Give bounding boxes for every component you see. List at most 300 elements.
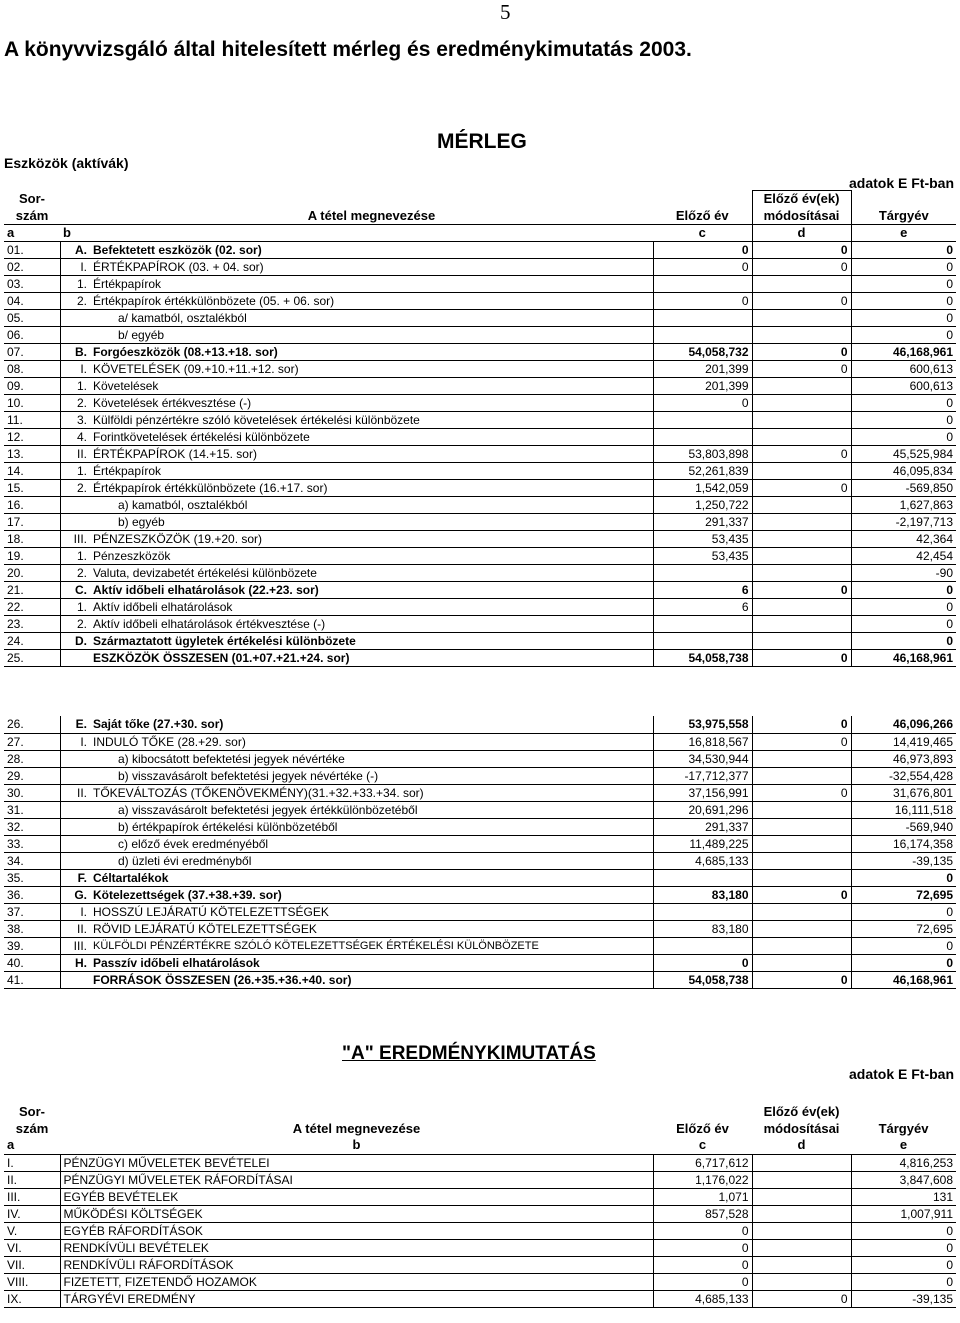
row-modifications bbox=[752, 497, 851, 514]
row-modifications bbox=[752, 412, 851, 429]
row-modifications: 0 bbox=[752, 361, 851, 378]
table-row bbox=[4, 852, 956, 869]
row-modifications bbox=[752, 954, 851, 971]
row-number: 19. bbox=[4, 548, 60, 565]
row-current-year: 0 bbox=[851, 395, 956, 412]
row-number: 15. bbox=[4, 480, 60, 497]
row-name: ÉRTÉKPAPÍROK (03. + 04. sor) bbox=[90, 259, 653, 276]
row-prev-year bbox=[653, 310, 752, 327]
header-name: A tétel megnevezése bbox=[307, 207, 436, 223]
row-name: MŰKÖDÉSI KÖLTSÉGEK bbox=[60, 1205, 653, 1222]
row-current-year: 0 bbox=[851, 412, 956, 429]
row-code bbox=[60, 310, 90, 327]
row-name: b) értékpapírok értékelési különbözetéből bbox=[90, 818, 653, 835]
row-number: 26. bbox=[4, 716, 60, 733]
table-row bbox=[4, 750, 956, 767]
row-name: a/ kamatból, osztalékból bbox=[90, 310, 653, 327]
row-code: 1. bbox=[60, 548, 90, 565]
row-number: 03. bbox=[4, 276, 60, 293]
row-number: 14. bbox=[4, 463, 60, 480]
row-number: 07. bbox=[4, 344, 60, 361]
income-statement-table bbox=[4, 1103, 956, 1308]
document-title: A könyvvizsgáló által hitelesített mérleg és eredménykimutatás 2003. bbox=[4, 38, 692, 61]
row-current-year: 45,525,984 bbox=[851, 446, 956, 463]
row-current-year: 0 bbox=[851, 937, 956, 954]
row-current-year: 0 bbox=[851, 1239, 956, 1256]
balance-sheet-liabilities-table bbox=[4, 716, 956, 989]
row-prev-year: 291,337 bbox=[653, 818, 752, 835]
row-name: Értékpapírok bbox=[90, 276, 653, 293]
row-current-year: 46,168,961 bbox=[851, 344, 956, 361]
row-current-year: 42,454 bbox=[851, 548, 956, 565]
row-prev-year bbox=[653, 903, 752, 920]
row-code: II. bbox=[60, 446, 90, 463]
row-current-year: 46,096,266 bbox=[851, 716, 956, 733]
row-prev-year: 52,261,839 bbox=[653, 463, 752, 480]
row-modifications bbox=[752, 835, 851, 852]
table-row bbox=[4, 920, 956, 937]
row-prev-year: 34,530,944 bbox=[653, 750, 752, 767]
row-current-year: 42,364 bbox=[851, 531, 956, 548]
row-prev-year: 53,435 bbox=[653, 531, 752, 548]
row-number: 25. bbox=[4, 650, 60, 667]
row-code: E. bbox=[60, 716, 90, 733]
row-prev-year bbox=[653, 869, 752, 886]
table-row bbox=[4, 903, 956, 920]
is-header-curr: Tárgyév bbox=[878, 1120, 929, 1136]
row-name: d) üzleti évi eredményből bbox=[90, 852, 653, 869]
row-code: 2. bbox=[60, 293, 90, 310]
row-modifications bbox=[752, 599, 851, 616]
row-name: Valuta, devizabetét értékelési különbözete bbox=[90, 565, 653, 582]
col-letter-a: a bbox=[4, 225, 60, 242]
row-number: 40. bbox=[4, 954, 60, 971]
row-code: 4. bbox=[60, 429, 90, 446]
table-row bbox=[4, 531, 956, 548]
row-current-year: 0 bbox=[851, 1273, 956, 1290]
income-statement-title: "A" EREDMÉNYKIMUTATÁS bbox=[342, 1043, 596, 1064]
table-row bbox=[4, 835, 956, 852]
table-row bbox=[4, 259, 956, 276]
row-name: HOSSZÚ LEJÁRATÚ KÖTELEZETTSÉGEK bbox=[90, 903, 653, 920]
table-row bbox=[4, 869, 956, 886]
row-code: III. bbox=[60, 937, 90, 954]
table-row bbox=[4, 784, 956, 801]
row-current-year: 0 bbox=[851, 327, 956, 344]
row-modifications bbox=[752, 1205, 851, 1222]
row-number: IX. bbox=[4, 1290, 60, 1307]
row-name: Értékpapírok értékkülönbözete (16.+17. sor) bbox=[90, 480, 653, 497]
row-number: 10. bbox=[4, 395, 60, 412]
row-number: 20. bbox=[4, 565, 60, 582]
row-modifications: 0 bbox=[752, 650, 851, 667]
table-row bbox=[4, 1205, 956, 1222]
row-prev-year: 0 bbox=[653, 954, 752, 971]
row-prev-year: 0 bbox=[653, 1256, 752, 1273]
row-number: 21. bbox=[4, 582, 60, 599]
row-modifications bbox=[752, 429, 851, 446]
table-row bbox=[4, 429, 956, 446]
row-prev-year: 4,685,133 bbox=[653, 1290, 752, 1307]
is-header-prev: Előző év bbox=[676, 1120, 729, 1136]
row-current-year: 0 bbox=[851, 599, 956, 616]
row-modifications bbox=[752, 327, 851, 344]
row-number: 37. bbox=[4, 903, 60, 920]
row-modifications: 0 bbox=[752, 259, 851, 276]
is-col-letter-b: b bbox=[352, 1137, 361, 1153]
table-row bbox=[4, 582, 956, 599]
table-row bbox=[4, 599, 956, 616]
row-modifications bbox=[752, 1222, 851, 1239]
header-sor-top: Sor- bbox=[19, 191, 45, 206]
row-modifications bbox=[752, 565, 851, 582]
row-number: VII. bbox=[4, 1256, 60, 1273]
row-name: a) visszavásárolt befektetési jegyek értékkülönbözetéből bbox=[90, 801, 653, 818]
row-modifications bbox=[752, 1171, 851, 1188]
row-number: 16. bbox=[4, 497, 60, 514]
row-name: PÉNZÜGYI MŰVELETEK RÁFORDÍTÁSAI bbox=[60, 1171, 653, 1188]
row-name: EGYÉB BEVÉTELEK bbox=[60, 1188, 653, 1205]
row-prev-year: 0 bbox=[653, 1239, 752, 1256]
units-label: adatok E Ft-ban bbox=[848, 175, 954, 191]
row-name: ESZKÖZÖK ÖSSZESEN (01.+07.+21.+24. sor) bbox=[90, 650, 653, 667]
table-row bbox=[4, 480, 956, 497]
row-code bbox=[60, 852, 90, 869]
row-modifications bbox=[752, 1273, 851, 1290]
table-row bbox=[4, 971, 956, 988]
row-prev-year: 54,058,738 bbox=[653, 971, 752, 988]
header-mod-bottom: módosításai bbox=[752, 208, 851, 225]
col-letter-d: d bbox=[752, 225, 851, 242]
row-modifications bbox=[752, 514, 851, 531]
row-name: Forgóeszközök (08.+13.+18. sor) bbox=[90, 344, 653, 361]
row-code bbox=[60, 801, 90, 818]
row-number: 36. bbox=[4, 886, 60, 903]
row-modifications bbox=[752, 1188, 851, 1205]
row-name: b) visszavásárolt befektetési jegyek névértéke (-) bbox=[90, 767, 653, 784]
row-current-year: 0 bbox=[851, 310, 956, 327]
row-prev-year bbox=[653, 565, 752, 582]
row-name: Passzív időbeli elhatárolások bbox=[90, 954, 653, 971]
row-modifications bbox=[752, 937, 851, 954]
row-prev-year: 0 bbox=[653, 1273, 752, 1290]
row-name: Aktív időbeli elhatárolások (22.+23. sor) bbox=[90, 582, 653, 599]
row-prev-year: 1,250,722 bbox=[653, 497, 752, 514]
row-prev-year: 6 bbox=[653, 582, 752, 599]
row-prev-year bbox=[653, 276, 752, 293]
row-modifications: 0 bbox=[752, 242, 851, 259]
header-curr: Tárgyév bbox=[878, 207, 929, 223]
row-code: 3. bbox=[60, 412, 90, 429]
row-modifications bbox=[752, 750, 851, 767]
page-number: 5 bbox=[500, 0, 511, 24]
is-col-letter-d: d bbox=[797, 1137, 806, 1153]
row-current-year: -90 bbox=[851, 565, 956, 582]
row-modifications bbox=[752, 310, 851, 327]
row-name: Követelések bbox=[90, 378, 653, 395]
row-number: 01. bbox=[4, 242, 60, 259]
row-number: 31. bbox=[4, 801, 60, 818]
row-current-year: 0 bbox=[851, 616, 956, 633]
table-row bbox=[4, 446, 956, 463]
row-code: D. bbox=[60, 633, 90, 650]
row-modifications bbox=[752, 852, 851, 869]
table-row bbox=[4, 1188, 956, 1205]
row-name: Származtatott ügyletek értékelési különbözete bbox=[90, 633, 653, 650]
row-code: I. bbox=[60, 903, 90, 920]
row-current-year: 0 bbox=[851, 582, 956, 599]
row-prev-year: 54,058,732 bbox=[653, 344, 752, 361]
row-number: 08. bbox=[4, 361, 60, 378]
row-number: 17. bbox=[4, 514, 60, 531]
table-row bbox=[4, 242, 956, 259]
is-col-letter-c: c bbox=[698, 1137, 707, 1153]
row-code bbox=[60, 835, 90, 852]
row-code bbox=[60, 327, 90, 344]
row-number: 27. bbox=[4, 733, 60, 750]
table-row bbox=[4, 310, 956, 327]
assets-label: Eszközök (aktívák) bbox=[4, 155, 129, 171]
row-current-year: -2,197,713 bbox=[851, 514, 956, 531]
row-current-year: 46,973,893 bbox=[851, 750, 956, 767]
row-prev-year: 53,975,558 bbox=[653, 716, 752, 733]
header-prev: Előző év bbox=[675, 207, 729, 223]
table-row bbox=[4, 716, 956, 733]
row-modifications: 0 bbox=[752, 446, 851, 463]
table-row bbox=[4, 378, 956, 395]
row-prev-year: 0 bbox=[653, 242, 752, 259]
row-code: 2. bbox=[60, 616, 90, 633]
row-prev-year: 201,399 bbox=[653, 361, 752, 378]
row-modifications bbox=[752, 1256, 851, 1273]
row-name: Forintkövetelések értékelési különbözete bbox=[90, 429, 653, 446]
row-name: FIZETETT, FIZETENDŐ HOZAMOK bbox=[60, 1273, 653, 1290]
row-code: 2. bbox=[60, 395, 90, 412]
row-number: VIII. bbox=[4, 1273, 60, 1290]
header-mod-top: Előző év(ek) bbox=[752, 191, 851, 208]
row-name: INDULÓ TŐKE (28.+29. sor) bbox=[90, 733, 653, 750]
row-name: Saját tőke (27.+30. sor) bbox=[90, 716, 653, 733]
row-code bbox=[60, 497, 90, 514]
row-number: 39. bbox=[4, 937, 60, 954]
col-letter-b: b bbox=[60, 225, 653, 242]
table-row bbox=[4, 497, 956, 514]
row-modifications: 0 bbox=[752, 733, 851, 750]
table-row bbox=[4, 954, 956, 971]
row-current-year: 0 bbox=[851, 903, 956, 920]
row-code: C. bbox=[60, 582, 90, 599]
table-row bbox=[4, 818, 956, 835]
row-modifications: 0 bbox=[752, 716, 851, 733]
row-current-year: 131 bbox=[851, 1188, 956, 1205]
row-modifications bbox=[752, 531, 851, 548]
row-number: 22. bbox=[4, 599, 60, 616]
row-number: 05. bbox=[4, 310, 60, 327]
row-current-year: -569,940 bbox=[851, 818, 956, 835]
row-current-year: 46,168,961 bbox=[851, 650, 956, 667]
header-sor-bottom: szám bbox=[15, 207, 49, 223]
row-prev-year bbox=[653, 429, 752, 446]
row-current-year: 14,419,465 bbox=[851, 733, 956, 750]
table-row bbox=[4, 276, 956, 293]
row-number: 41. bbox=[4, 971, 60, 988]
is-col-letter-a: a bbox=[7, 1137, 15, 1153]
row-number: II. bbox=[4, 1171, 60, 1188]
row-current-year: -39,135 bbox=[851, 1290, 956, 1307]
row-current-year: 16,174,358 bbox=[851, 835, 956, 852]
income-units-label: adatok E Ft-ban bbox=[848, 1066, 954, 1082]
row-number: 33. bbox=[4, 835, 60, 852]
row-name: Kötelezettségek (37.+38.+39. sor) bbox=[90, 886, 653, 903]
table-row bbox=[4, 548, 956, 565]
row-name: a) kamatból, osztalékból bbox=[90, 497, 653, 514]
row-prev-year: 1,542,059 bbox=[653, 480, 752, 497]
table-row bbox=[4, 733, 956, 750]
row-name: a) kibocsátott befektetési jegyek névértéke bbox=[90, 750, 653, 767]
row-name: Befektetett eszközök (02. sor) bbox=[90, 242, 653, 259]
row-code: I. bbox=[60, 361, 90, 378]
row-prev-year: 20,691,296 bbox=[653, 801, 752, 818]
row-code bbox=[60, 650, 90, 667]
is-header-mod-top: Előző év(ek) bbox=[763, 1103, 840, 1119]
row-current-year: 0 bbox=[851, 259, 956, 276]
row-modifications: 0 bbox=[752, 480, 851, 497]
row-prev-year: -17,712,377 bbox=[653, 767, 752, 784]
row-modifications bbox=[752, 818, 851, 835]
row-name: EGYÉB RÁFORDÍTÁSOK bbox=[60, 1222, 653, 1239]
row-prev-year: 83,180 bbox=[653, 886, 752, 903]
row-current-year: -39,135 bbox=[851, 852, 956, 869]
row-current-year: 0 bbox=[851, 276, 956, 293]
row-number: 13. bbox=[4, 446, 60, 463]
row-name: Céltartalékok bbox=[90, 869, 653, 886]
row-current-year: 600,613 bbox=[851, 361, 956, 378]
row-current-year: -32,554,428 bbox=[851, 767, 956, 784]
table-row bbox=[4, 1273, 956, 1290]
row-current-year: 16,111,518 bbox=[851, 801, 956, 818]
table-row bbox=[4, 633, 956, 650]
row-prev-year: 53,803,898 bbox=[653, 446, 752, 463]
table-row bbox=[4, 412, 956, 429]
table-row bbox=[4, 1222, 956, 1239]
row-code: 1. bbox=[60, 276, 90, 293]
row-code: I. bbox=[60, 259, 90, 276]
row-code bbox=[60, 750, 90, 767]
row-current-year: 0 bbox=[851, 954, 956, 971]
row-prev-year: 1,071 bbox=[653, 1188, 752, 1205]
row-modifications bbox=[752, 378, 851, 395]
is-header-name: A tétel megnevezése bbox=[292, 1120, 421, 1136]
row-prev-year: 201,399 bbox=[653, 378, 752, 395]
row-code: G. bbox=[60, 886, 90, 903]
row-code: B. bbox=[60, 344, 90, 361]
row-prev-year: 54,058,738 bbox=[653, 650, 752, 667]
row-name: PÉNZESZKÖZÖK (19.+20. sor) bbox=[90, 531, 653, 548]
row-modifications bbox=[752, 276, 851, 293]
row-name: PÉNZÜGYI MŰVELETEK BEVÉTELEI bbox=[60, 1154, 653, 1171]
row-number: 30. bbox=[4, 784, 60, 801]
row-modifications: 0 bbox=[752, 344, 851, 361]
table-row bbox=[4, 565, 956, 582]
row-modifications bbox=[752, 920, 851, 937]
table-row bbox=[4, 463, 956, 480]
row-modifications: 0 bbox=[752, 1290, 851, 1307]
row-modifications bbox=[752, 767, 851, 784]
row-number: 38. bbox=[4, 920, 60, 937]
table-row bbox=[4, 1256, 956, 1273]
row-prev-year: 1,176,022 bbox=[653, 1171, 752, 1188]
row-number: 23. bbox=[4, 616, 60, 633]
row-current-year: 31,676,801 bbox=[851, 784, 956, 801]
row-number: IV. bbox=[4, 1205, 60, 1222]
row-name: Aktív időbeli elhatárolások értékvesztése (-) bbox=[90, 616, 653, 633]
row-number: III. bbox=[4, 1188, 60, 1205]
row-modifications bbox=[752, 548, 851, 565]
row-name: Értékpapírok értékkülönbözete (05. + 06. sor) bbox=[90, 293, 653, 310]
row-code bbox=[60, 971, 90, 988]
row-modifications bbox=[752, 869, 851, 886]
row-number: 32. bbox=[4, 818, 60, 835]
is-header-mod-bottom: módosításai bbox=[763, 1120, 840, 1136]
table-row bbox=[4, 1290, 956, 1307]
row-modifications bbox=[752, 463, 851, 480]
row-name: Pénzeszközök bbox=[90, 548, 653, 565]
row-prev-year: 0 bbox=[653, 395, 752, 412]
row-prev-year bbox=[653, 327, 752, 344]
row-current-year: 0 bbox=[851, 633, 956, 650]
row-name: Aktív időbeli elhatárolások bbox=[90, 599, 653, 616]
row-current-year: 3,847,608 bbox=[851, 1171, 956, 1188]
row-prev-year bbox=[653, 412, 752, 429]
row-name: b) egyéb bbox=[90, 514, 653, 531]
is-header-sor-top: Sor- bbox=[19, 1103, 45, 1119]
row-number: 28. bbox=[4, 750, 60, 767]
table-row bbox=[4, 1171, 956, 1188]
row-code: A. bbox=[60, 242, 90, 259]
row-current-year: 0 bbox=[851, 242, 956, 259]
is-col-letter-e: e bbox=[899, 1137, 908, 1153]
row-current-year: 1,007,911 bbox=[851, 1205, 956, 1222]
table-row bbox=[4, 514, 956, 531]
row-code: 1. bbox=[60, 599, 90, 616]
row-prev-year: 6,717,612 bbox=[653, 1154, 752, 1171]
row-number: 24. bbox=[4, 633, 60, 650]
row-prev-year: 857,528 bbox=[653, 1205, 752, 1222]
row-number: I. bbox=[4, 1154, 60, 1171]
row-name: RENDKÍVÜLI BEVÉTELEK bbox=[60, 1239, 653, 1256]
row-number: 06. bbox=[4, 327, 60, 344]
row-code: 2. bbox=[60, 565, 90, 582]
row-code: III. bbox=[60, 531, 90, 548]
row-code: F. bbox=[60, 869, 90, 886]
row-modifications bbox=[752, 903, 851, 920]
row-name: ÉRTÉKPAPÍROK (14.+15. sor) bbox=[90, 446, 653, 463]
table-row bbox=[4, 650, 956, 667]
row-modifications bbox=[752, 633, 851, 650]
row-name: FORRÁSOK ÖSSZESEN (26.+35.+36.+40. sor) bbox=[90, 971, 653, 988]
row-modifications: 0 bbox=[752, 293, 851, 310]
col-letter-e: e bbox=[851, 225, 956, 242]
row-name: KÖVETELÉSEK (09.+10.+11.+12. sor) bbox=[90, 361, 653, 378]
row-code: H. bbox=[60, 954, 90, 971]
row-modifications: 0 bbox=[752, 784, 851, 801]
row-name: TÁRGYÉVI EREDMÉNY bbox=[60, 1290, 653, 1307]
row-prev-year: 0 bbox=[653, 293, 752, 310]
row-current-year: 72,695 bbox=[851, 886, 956, 903]
row-number: 34. bbox=[4, 852, 60, 869]
row-name: RENDKÍVÜLI RÁFORDÍTÁSOK bbox=[60, 1256, 653, 1273]
row-prev-year: 11,489,225 bbox=[653, 835, 752, 852]
